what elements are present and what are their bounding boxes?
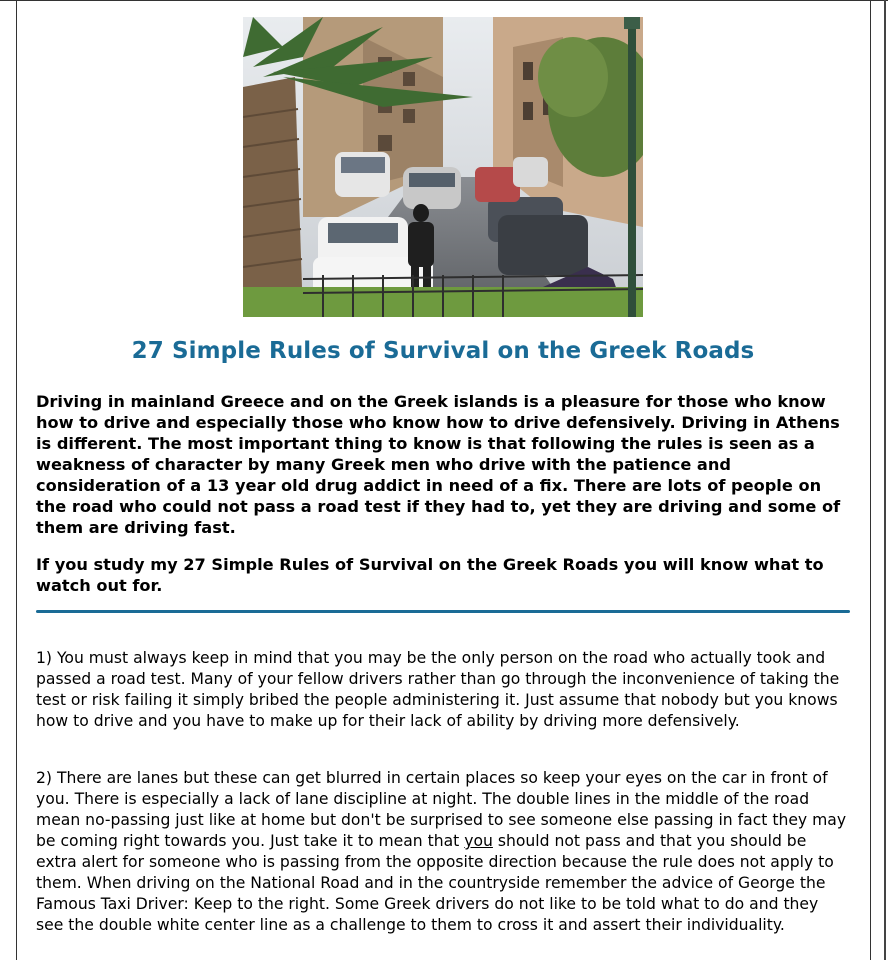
rule-2-paragraph: [36, 768, 850, 936]
window-scrollbar-edge: [884, 0, 886, 960]
rule-2-text-end: should not pass and that you should be extra alert for someone who is passing from the opposite direction because the rule does not apply to them. When driving on the National Road and in the countryside remember the advice of George the Famous Taxi Driver: Keep to the right. Some Greek drivers do not like to be told what to do and they see the double white center line as a challenge to them to cross it and assert their individuality.: [36, 832, 834, 934]
rule-2-underlined-you: you: [464, 832, 493, 850]
athens-street-photo: [243, 17, 643, 317]
frame-top-border: [0, 0, 888, 1]
frame-right-border: [870, 0, 871, 960]
section-divider: [36, 610, 850, 613]
intro-paragraph: Driving in mainland Greece and on the Greek islands is a pleasure for those who know how to drive and especially those who know how to drive defensively. Driving in Athens is different. The most important thing to know is that following the rules is seen as a weakness of character by many Greek men who drive with the patience and consideration of a 13 year old drug addict in need of a fix. There are lots of people on the road who could not pass a road test if they had to, yet they are driving and some of them are driving fast.: [36, 392, 841, 537]
rule-1-paragraph: 1) You must always keep in mind that you may be the only person on the road who actually took and passed a road test. Many of your fellow drivers rather than go through the inconvenience of taking the test or risk failing it simply bribed the people administering it. Just assume that nobody but you knows how to drive and you have to make up for their lack of ability by driving more defensively.: [36, 649, 840, 730]
article-title: 27 Simple Rules of Survival on the Greek Roads: [131, 338, 755, 364]
street-photo-icon: [243, 17, 643, 317]
frame-left-border: [16, 0, 17, 960]
rule-2-text-start: 2) There are lanes but these can get blurred in certain places so keep your eyes on the car in front of you. There is especially a lack of lane discipline at night. The double lines in the middle of the road mean no-passing just like at home but don't be surprised to see someone else passing in fact they may be coming right towards you. Just take it to mean that: [36, 769, 847, 850]
intro-summary-paragraph: If you study my 27 Simple Rules of Survival on the Greek Roads you will know what to watch out for.: [36, 555, 824, 595]
